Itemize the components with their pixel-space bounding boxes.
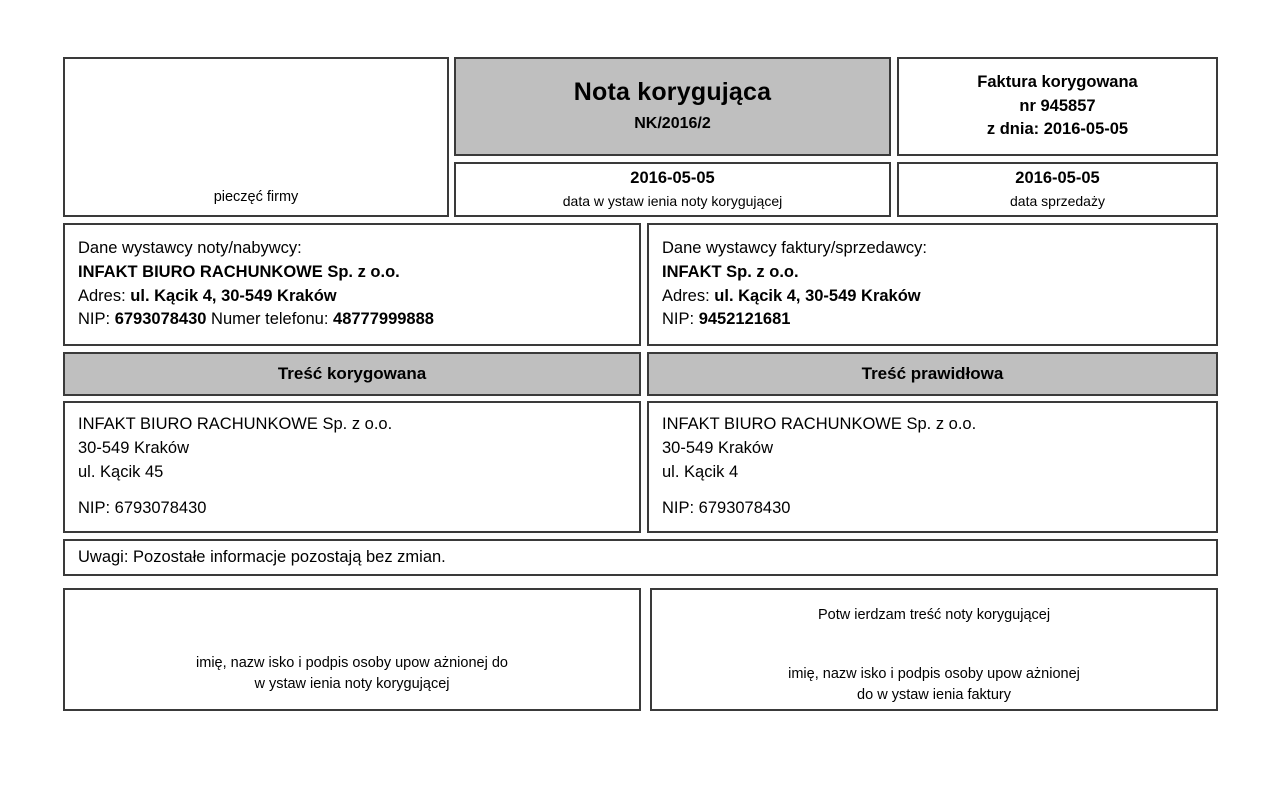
remarks-box xyxy=(63,539,1218,576)
issuer-signature-caption xyxy=(196,653,508,695)
incorrect-line-2: 30-549 Kraków xyxy=(78,438,189,457)
sale-date-cell xyxy=(897,162,1218,217)
recipient-signature-caption-line1: imię, nazw isko i podpis osoby upow ażnionej xyxy=(788,665,1080,682)
buyer-address-value: ul. Kącik 4, 30-549 Kraków xyxy=(130,286,337,305)
company-stamp-label: pieczęć firmy xyxy=(213,188,299,205)
incorrect-line-1: INFAKT BIURO RACHUNKOWE Sp. z o.o. xyxy=(78,415,393,433)
sale-date-label: data sprzedaży xyxy=(1010,192,1105,209)
seller-name-line xyxy=(662,261,1204,285)
incorrect-content-header-label: Treść korygowana xyxy=(277,364,427,383)
seller-address-line xyxy=(662,285,1204,309)
correct-line-2: 30-549 Kraków xyxy=(662,438,773,457)
sale-date-value: 2016-05-05 xyxy=(1015,169,1100,188)
buyer-name: INFAKT BIURO RACHUNKOWE Sp. z o.o. xyxy=(78,262,400,281)
correct-line-1: INFAKT BIURO RACHUNKOWE Sp. z o.o. xyxy=(662,415,977,433)
buyer-phone-value: 48777999888 xyxy=(333,310,434,329)
correction-note-document xyxy=(63,57,1218,711)
content-comparison-section xyxy=(63,352,1218,533)
seller-details-box xyxy=(647,223,1218,346)
incorrect-content-header xyxy=(63,352,641,396)
buyer-address-line xyxy=(78,285,627,309)
buyer-nip-phone-line xyxy=(78,308,627,332)
incorrect-line-5: NIP: 6793078430 xyxy=(78,499,207,518)
issue-date-label: data w ystaw ienia noty korygującej xyxy=(562,192,783,209)
note-title-cell xyxy=(454,57,891,156)
correct-content-header xyxy=(647,352,1218,396)
correct-content-column xyxy=(647,352,1218,533)
incorrect-content-body xyxy=(63,401,641,533)
seller-nip-value: 9452121681 xyxy=(698,310,791,329)
seller-nip-line xyxy=(662,308,1204,332)
seller-nip-label: NIP: xyxy=(662,310,699,329)
incorrect-line-4 xyxy=(78,484,627,497)
parties-section xyxy=(63,223,1218,346)
corrected-invoice-cell xyxy=(897,57,1218,156)
buyer-phone-label: Numer telefonu: xyxy=(206,310,334,329)
correct-content-body xyxy=(647,401,1218,533)
remarks-section xyxy=(63,539,1218,576)
confirmation-statement: Potw ierdzam treść noty korygującej xyxy=(817,607,1051,623)
buyer-details-box xyxy=(63,223,641,346)
correct-content-header-label: Treść prawidłowa xyxy=(861,364,1004,383)
document-number: NK/2016/2 xyxy=(634,114,711,132)
issuer-signature-caption-line2: w ystaw ienia noty korygującej xyxy=(254,675,450,692)
incorrect-content-column xyxy=(63,352,641,533)
corrected-invoice-number: nr 945857 xyxy=(1019,96,1096,115)
buyer-nip-value: 6793078430 xyxy=(114,310,207,329)
company-stamp-box xyxy=(63,57,449,217)
note-title-column xyxy=(454,57,891,217)
correct-line-4 xyxy=(662,484,1204,497)
remarks-text: Uwagi: Pozostałe informacje pozostają bez zmian. xyxy=(78,548,446,566)
issuer-signature-caption-line1: imię, nazw isko i podpis osoby upow ażnionej do xyxy=(196,654,508,671)
seller-name: INFAKT Sp. z o.o. xyxy=(662,262,799,281)
buyer-address-label: Adres: xyxy=(78,286,131,305)
incorrect-line-3: ul. Kącik 45 xyxy=(78,462,164,481)
document-header xyxy=(63,57,1218,217)
issuer-signature-box xyxy=(63,588,641,711)
buyer-nip-label: NIP: xyxy=(78,310,115,329)
corrected-invoice-column xyxy=(897,57,1218,217)
issue-date-value: 2016-05-05 xyxy=(630,169,715,188)
buyer-heading: Dane wystawcy noty/nabywcy: xyxy=(78,239,302,257)
issue-date-cell xyxy=(454,162,891,217)
document-title: Nota korygująca xyxy=(573,78,772,107)
correct-line-5: NIP: 6793078430 xyxy=(662,499,791,518)
seller-address-value: ul. Kącik 4, 30-549 Kraków xyxy=(714,286,921,305)
corrected-invoice-date: z dnia: 2016-05-05 xyxy=(986,120,1129,139)
seller-address-label: Adres: xyxy=(662,286,715,305)
buyer-name-line xyxy=(78,261,627,285)
recipient-signature-caption xyxy=(788,664,1080,706)
signatures-section xyxy=(63,588,1218,711)
seller-heading: Dane wystawcy faktury/sprzedawcy: xyxy=(662,239,928,257)
recipient-signature-box xyxy=(650,588,1218,711)
corrected-invoice-title: Faktura korygowana xyxy=(977,72,1138,91)
correct-line-3: ul. Kącik 4 xyxy=(662,462,739,481)
recipient-signature-caption-line2: do w ystaw ienia faktury xyxy=(857,686,1011,703)
